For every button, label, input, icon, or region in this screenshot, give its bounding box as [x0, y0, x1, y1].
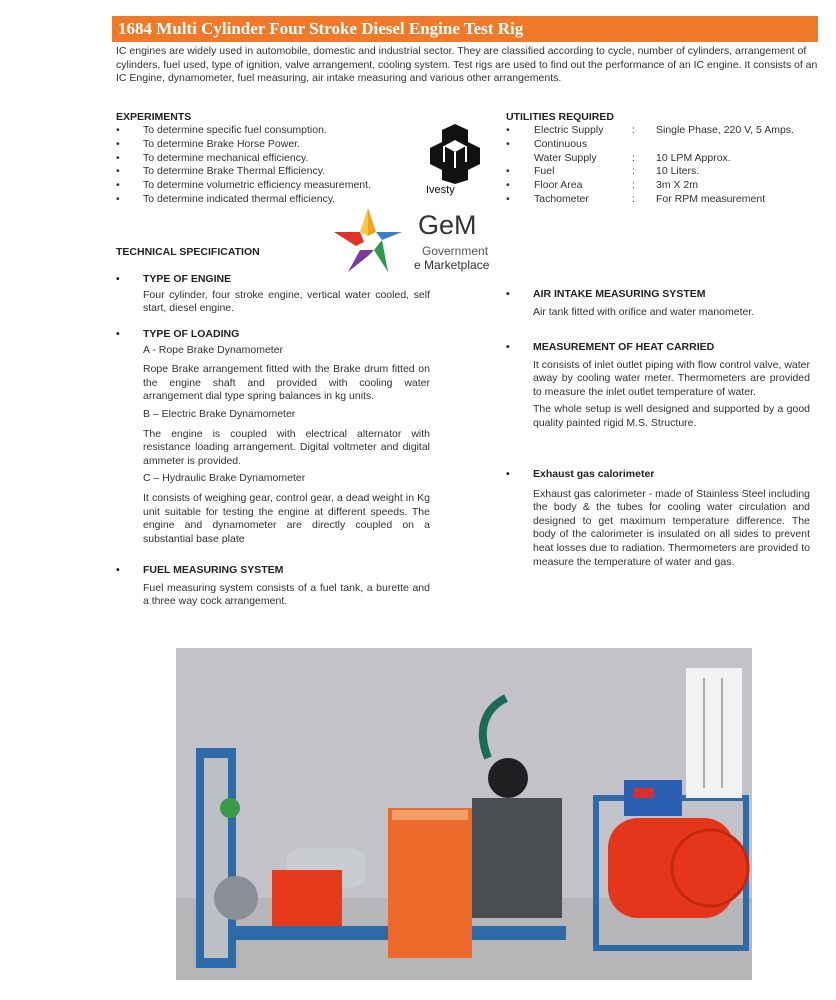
list-item: • To determine Brake Horse Power. [116, 137, 300, 150]
list-item: • To determine Brake Thermal Efficiency. [116, 165, 326, 178]
gem-star-icon [330, 206, 406, 280]
rope-text: Rope Brake arrangement fitted with the Brake drum fitted on the engine shaft and provided with cooling water arrangement dial type spring balances in kg units. [143, 363, 430, 403]
heat-text-2: The whole setup is well designed and supported by a good quality painted rigid M.S. Structure. [533, 403, 810, 429]
experiments-heading: EXPERIMENTS [116, 111, 192, 123]
gem-line2: e Marketplace [414, 258, 490, 272]
exhaust-text: Exhaust gas calorimeter - made of Stainless Steel including the body & the tubes for cooling water circulation and designed to get maximum temperature difference. The body of the calorimeter is insulated on all sides to prevent heat losses due to radiation. Thermometers are provided to measure the temperature of water and gas. [533, 487, 810, 568]
gem-logo [330, 206, 510, 280]
title-bar [112, 16, 818, 42]
electric-text: The engine is coupled with electrical alternator with resistance loading arrangement. Digital voltmeter and digital ammeter is provided. [143, 427, 430, 467]
list-item: • To determine volumetric efficiency measurement. [116, 179, 371, 192]
engine-heading: • TYPE OF ENGINE [116, 273, 232, 285]
tech-spec-heading: TECHNICAL SPECIFICATION [116, 246, 260, 258]
engine-rig-illustration [176, 648, 752, 980]
air-intake-text: Air tank fitted with orifice and water manometer. [533, 305, 755, 318]
exhaust-section [506, 468, 810, 569]
test-rig-photo [176, 648, 752, 980]
hydraulic-subheading: C – Hydraulic Brake Dynamometer [143, 472, 306, 485]
ivesty-label: Ivesty [426, 184, 455, 196]
heat-text-1: It consists of inlet outlet piping with flow control valve, water away by cooling water meter. Thermometers are provided to measure the inlet outlet temperature of water. [533, 358, 810, 398]
engine-section [116, 273, 430, 316]
ivesty-logo [420, 122, 490, 202]
fuel-heading: • FUEL MEASURING SYSTEM [116, 564, 284, 576]
engine-text: Four cylinder, four stroke engine, vertical water cooled, self start, diesel engine. [143, 288, 430, 315]
list-item: • To determine mechanical efficiency. [116, 151, 309, 164]
hydraulic-text: It consists of weighing gear, control gear, a dead weight in Kg unit suitable for testing the engine at different speeds. The engine and dynamometer are directly coupled on a substantial base plate [143, 491, 430, 545]
experiments-list [116, 124, 416, 204]
gem-wordmark: GeM [418, 210, 477, 240]
heat-heading: • MEASUREMENT OF HEAT CARRIED [506, 341, 715, 353]
rope-subheading: A - Rope Brake Dynamometer [143, 343, 284, 356]
exhaust-heading: • Exhaust gas calorimeter [506, 468, 655, 480]
loading-section [116, 328, 430, 546]
page-title: 1684 Multi Cylinder Four Stroke Diesel Engine Test Rig [118, 19, 524, 38]
list-item: • To determine indicated thermal efficiency. [116, 192, 336, 204]
electric-subheading: B – Electric Brake Dynamometer [143, 407, 296, 420]
air-intake-section [506, 288, 810, 319]
fuel-text: Fuel measuring system consists of a fuel tank, a burette and a three way cock arrangement. [143, 581, 430, 608]
utilities-heading: UTILITIES REQUIRED [506, 111, 614, 123]
loading-heading: • TYPE OF LOADING [116, 328, 240, 340]
fuel-section [116, 564, 430, 609]
heat-section [506, 341, 810, 431]
gem-line1: Government [422, 244, 489, 258]
cube-icon [420, 122, 490, 184]
list-item: • To determine specific fuel consumption. [116, 124, 327, 136]
air-intake-heading: • AIR INTAKE MEASURING SYSTEM [506, 288, 706, 300]
intro-paragraph: IC engines are widely used in automobile, domestic and industrial sector. They are classified according to cycle, number of cylinders, arrangement of cylinders, fuel used, type of ignition, valve arrangement, cooling system. Test rigs are used to find out the performance of an IC engine. It consists of an IC Engine, dynamometer, fuel measuring, air intake measuring and various other arrangements. [116, 45, 818, 85]
